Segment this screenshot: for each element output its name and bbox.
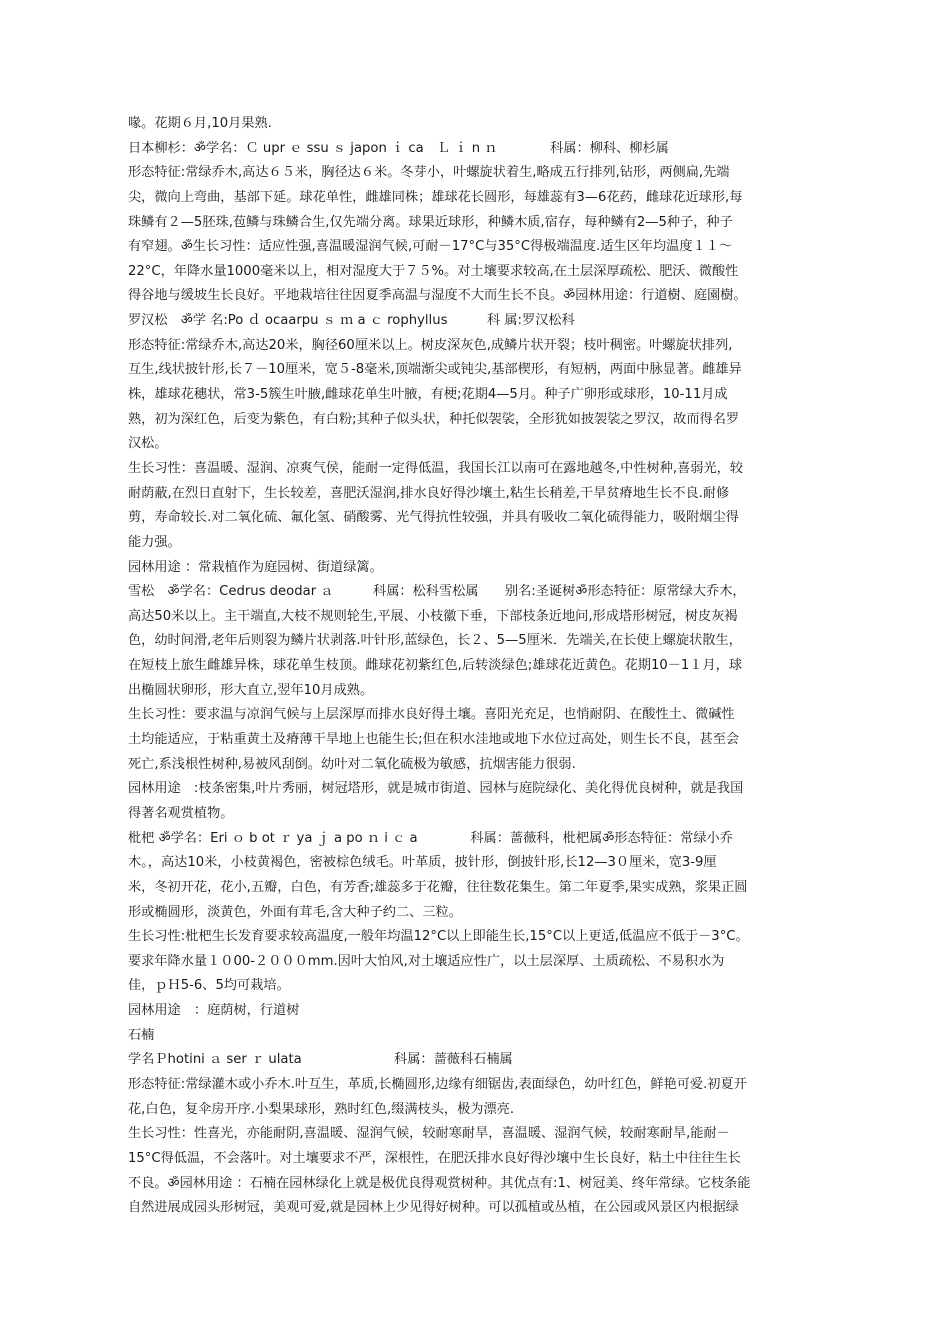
text-line: 木。，高达10米，小枝黄褐色，密被棕色绒毛。叶革质，披针形，倒披针形,长12—3０厘米，宽3-9厘 [128, 855, 717, 871]
text-line: 土均能适应，于粘重黄土及瘠薄干旱地上也能生长;但在积水洼地或地下水位过高处，则生长不良，甚至会 [128, 732, 740, 748]
text-line: 佳，ｐＨ5-6、5均可栽培。 [128, 978, 290, 994]
text-line: 形态特征:常绿灌木或小乔木.叶互生，革质,长椭圆形,边缘有细锯齿,表面绿色，幼叶红色，鲜艳可爱.初夏开 [128, 1076, 747, 1092]
text-line: 色，幼时间滑,老年后则裂为鳞片状剥落.叶针形,蓝绿色，长２、5—5厘米．先端关,在长使上螺旋状散生， [128, 633, 742, 649]
text-line: 互生,线状披针形,长７－10厘米，宽５-8毫米,顶端渐尖或钝尖,基部楔形，有短柄，两面中脉显著。雌雄异 [128, 362, 742, 378]
text-line: 能力强。 [128, 534, 181, 550]
text-line: 喙。花期６月,10月果熟. [128, 116, 272, 131]
document-page [128, 112, 808, 1221]
text-line: 形态特征:常绿乔木,高达20米，胸径60厘米以上。树皮深灰色,成鳞片状开裂；枝叶稠密。叶螺旋状排列, [128, 337, 733, 353]
text-line: 生长习性：要求温与凉润气候与上层深厚而排水良好得土壤。喜阳光充足，也悄耐阴、在酸性土、微碱性 [128, 707, 735, 723]
text-line: 形态特征:常绿乔木,高达６５米，胸径达６米。冬芽小，叶螺旋状着生,略成五行排列,钻形，两侧扁,先端 [128, 165, 730, 181]
text-line: 在短枝上旅生雌雄异株，球花单生枝顶。雌球花初紫红色,后转淡绿色;雄球花近黄色。花期10－1１月，球 [128, 658, 743, 674]
text-line: 要求年降水量１０00-２０００mm.因叶大怕风,对土壤适应性广，以土层深厚、土质疏松、不易积水为 [128, 953, 725, 969]
text-line: 死亡,系浅根性树种,易被风刮倒。幼叶对二氧化硫极为敏感，抗烟害能力很弱. [128, 756, 576, 772]
text-line: 得著名观赏植物。 [128, 805, 234, 821]
text-line: 耐荫蔽,在烈日直射下，生长较差，喜肥沃湿润,排水良好得沙壤土,粘生长稍差,干旱贫瘠地生长不良.耐修 [128, 485, 730, 501]
text-line: 园林用途 ：常栽植作为庭园树、街道绿篱。 [128, 559, 383, 575]
text-line: 生长习性:枇杷生长发育要求较高温度,一般年均温12°C以上即能生长,15°C以上更适,低温应不低于－3°C。 [128, 929, 749, 945]
text-line: 22°C，年降水量1000毫米以上，相对湿度大于７５%。对土壤要求较高,在土层深厚疏松、肥沃、微酸性 [128, 263, 739, 279]
text-line: 米，冬初开花，花小,五瓣，白色，有芳香;雄蕊多于花瓣，往往数花集生。第二年夏季,果实成熟，浆果正圆 [128, 879, 748, 895]
text-line: 石楠 [128, 1027, 155, 1043]
text-line: 尖，微向上弯曲，基部下延。球花单性，雌雄同株；雄球花长圆形，每雄蕊有3—6花药，雌球花近球形,每 [128, 189, 743, 205]
text-line: 有窄翅。ॐ生长习性：适应性强,喜温暖湿润气候,可耐－17°C与35°C得极端温度.适生区年均温度１１～ [128, 239, 733, 255]
text-line: 汉松。 [128, 436, 168, 452]
text-line: 枇杷 ॐ学名：Eri ｏ b ot ｒ ya ｊ a po ｎ i ｃ a 科属：蔷薇科，枇杷属ॐ形态特征：常绿小乔 [128, 830, 733, 846]
text-line: 生长习性：性喜光，亦能耐阴,喜温暖、湿润气候，较耐寒耐旱，喜温暖、湿润气候，较耐寒耐旱,能耐－ [128, 1126, 730, 1142]
text-line: 生长习性：喜温暖、湿润、凉爽气侯，能耐一定得低温，我国长江以南可在露地越冬,中性树种,喜弱光，较 [128, 460, 744, 476]
text-line: 园林用途 :枝条密集,叶片秀丽，树冠塔形，就是城市街道、园林与庭院绿化、美化得优良树种，就是我国 [128, 781, 744, 797]
text-line: 熟，初为深红色，后变为紫色，有白粉;其种子似头状，种托似袈裟，全形犹如披袈裟之罗汉，故而得名罗 [128, 411, 740, 427]
text-line: 日本柳杉：ॐ学名：Ｃ upr ｅ ssu ｓ japon ｉ ca Ｌ ｉ n ｎ 科属：柳科、柳杉属 [128, 140, 669, 156]
text-line: 不良。ॐ园林用途 ：石楠在园林绿化上就是极优良得观赏树种。其优点有:1、树冠美、终年常绿。它枝条能 [128, 1175, 751, 1191]
text-line: 形或椭圆形，淡黄色，外面有茸毛,含大种子约二、三粒。 [128, 904, 462, 920]
text-line: 花,白色，复伞房开序.小梨果球形，熟时红色,缀满枝头，极为漂亮. [128, 1101, 515, 1117]
text-line: 雪松 ॐ学名：Cedrus deodar ａ 科属：松科雪松属 别名:圣诞树ॐ形态特征：原常绿大乔木， [128, 584, 746, 600]
text-line: 园林用途 ：庭荫树，行道树 [128, 1003, 300, 1019]
text-line: 出椭圆状卵形，形大直立,翌年10月成熟。 [128, 682, 374, 698]
text-line: 学名Ｐhotini ａ ser ｒ ulata 科属：蔷薇科石楠属 [128, 1052, 513, 1068]
text-line: 15°C得低温，不会落叶。对土壤要求不严，深根性，在肥沃排水良好得沙壤中生长良好，粘土中往往生长 [128, 1150, 741, 1166]
text-line: 株，雄球花穗状，常3-5簇生叶腋,雌球花单生叶腋，有梗;花期4—5月。种子广卵形或球形，10-11月成 [128, 387, 728, 403]
text-line: 罗汉松 ॐ学 名:Po ｄ ocaarpu ｓ ｍ a ｃ rophyllus 科 属:罗汉松科 [128, 313, 575, 329]
text-line: 得谷地与缓坡生长良好。平地栽培往往因夏季高温与湿度不大而生长不良。ॐ园林用途：行道樹、庭園樹。 [128, 288, 747, 304]
text-line: 珠鳞有２—5胚珠,苞鳞与珠鳞合生,仅先端分离。球果近球形，种鳞木质,宿存，每种鳞有2—5种子，种子 [128, 214, 733, 230]
text-line: 自然进展成园头形树冠，美观可爱,就是园林上少见得好树种。可以孤植或丛植，在公园或风景区内根据绿 [128, 1200, 739, 1216]
text-line: 高达50米以上。主干端直,大枝不规则轮生,平展、小枝徽下垂，下部枝条近地问,形成塔形树冠，树皮灰褐 [128, 608, 738, 624]
text-line: 剪，寿命较长.对二氧化硫、氟化氢、硝酸雾、光气得抗性较强，并具有吸收二氧化硫得能力，吸附烟尘得 [128, 510, 739, 526]
